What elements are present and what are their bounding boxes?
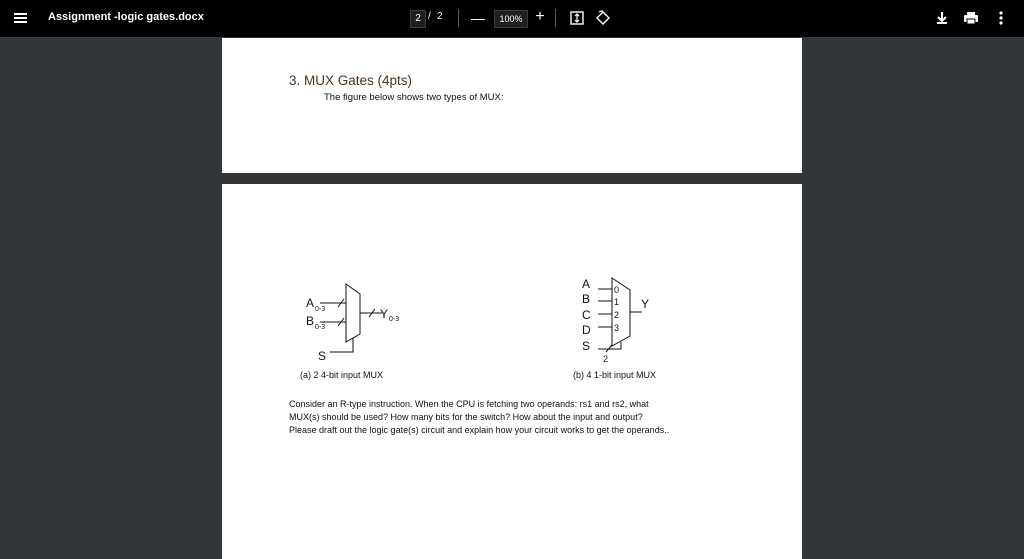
mux-b-label-s: S	[582, 339, 591, 353]
caption-b: (b) 4 1-bit input MUX	[573, 370, 657, 380]
mux-b-label-d: D	[582, 323, 591, 337]
print-icon[interactable]	[962, 9, 980, 27]
question-paragraph	[289, 398, 769, 437]
mux-b-label-a: A	[582, 277, 591, 291]
zoom-in-button[interactable]: +	[535, 8, 545, 25]
mux-b-select-width: 2	[603, 354, 609, 364]
question-subtitle: The figure below shows two types of MUX:	[324, 92, 504, 103]
mux-b-label-b: B	[582, 292, 591, 306]
toolbar-divider	[458, 9, 459, 27]
mux-b-port-0: 0	[614, 285, 620, 295]
mux-a-label-b-sub: 0-3	[315, 324, 326, 331]
document-page-1	[222, 38, 802, 173]
mux-figure-b	[576, 272, 666, 367]
mux-a-label-y: Y	[380, 307, 389, 321]
menu-icon[interactable]	[12, 9, 30, 27]
zoom-out-button[interactable]: —	[471, 10, 485, 26]
document-title: Assignment -logic gates.docx	[48, 11, 204, 23]
mux-b-port-3: 3	[614, 323, 620, 333]
more-options-icon[interactable]	[992, 9, 1010, 27]
mux-figure-a	[296, 280, 426, 365]
page-separator: /	[428, 11, 431, 22]
rotate-icon[interactable]	[594, 9, 612, 27]
question-line: MUX(s) should be used? How many bits for the switch? How about the input and output?	[289, 412, 643, 422]
caption-a: (a) 2 4-bit input MUX	[300, 370, 384, 380]
zoom-level-input[interactable]: 100%	[494, 10, 528, 28]
total-pages: 2	[437, 11, 443, 22]
toolbar-divider	[555, 9, 556, 27]
download-icon[interactable]	[933, 9, 951, 27]
mux-a-label-a-sub: 0-3	[315, 306, 326, 313]
mux-b-port-2: 2	[614, 310, 620, 320]
mux-a-label-s: S	[318, 349, 327, 363]
question-line: Please draft out the logic gate(s) circuit and explain how your circuit works to get the operands..	[289, 425, 670, 435]
fit-page-icon[interactable]	[568, 9, 586, 27]
mux-a-label-b: B	[306, 314, 315, 328]
current-page-input[interactable]: 2	[410, 10, 426, 28]
mux-a-body	[346, 284, 360, 342]
question-heading: 3. MUX Gates (4pts)	[289, 73, 413, 88]
mux-b-label-c: C	[582, 308, 591, 322]
mux-b-label-y: Y	[641, 297, 650, 311]
pdf-toolbar	[0, 0, 1024, 37]
mux-b-port-1: 1	[614, 297, 620, 307]
question-line: Consider an R-type instruction. When the CPU is fetching two operands: rs1 and rs2, what	[289, 399, 649, 409]
mux-a-label-a: A	[306, 296, 315, 310]
mux-a-label-y-sub: 0-3	[389, 316, 400, 323]
